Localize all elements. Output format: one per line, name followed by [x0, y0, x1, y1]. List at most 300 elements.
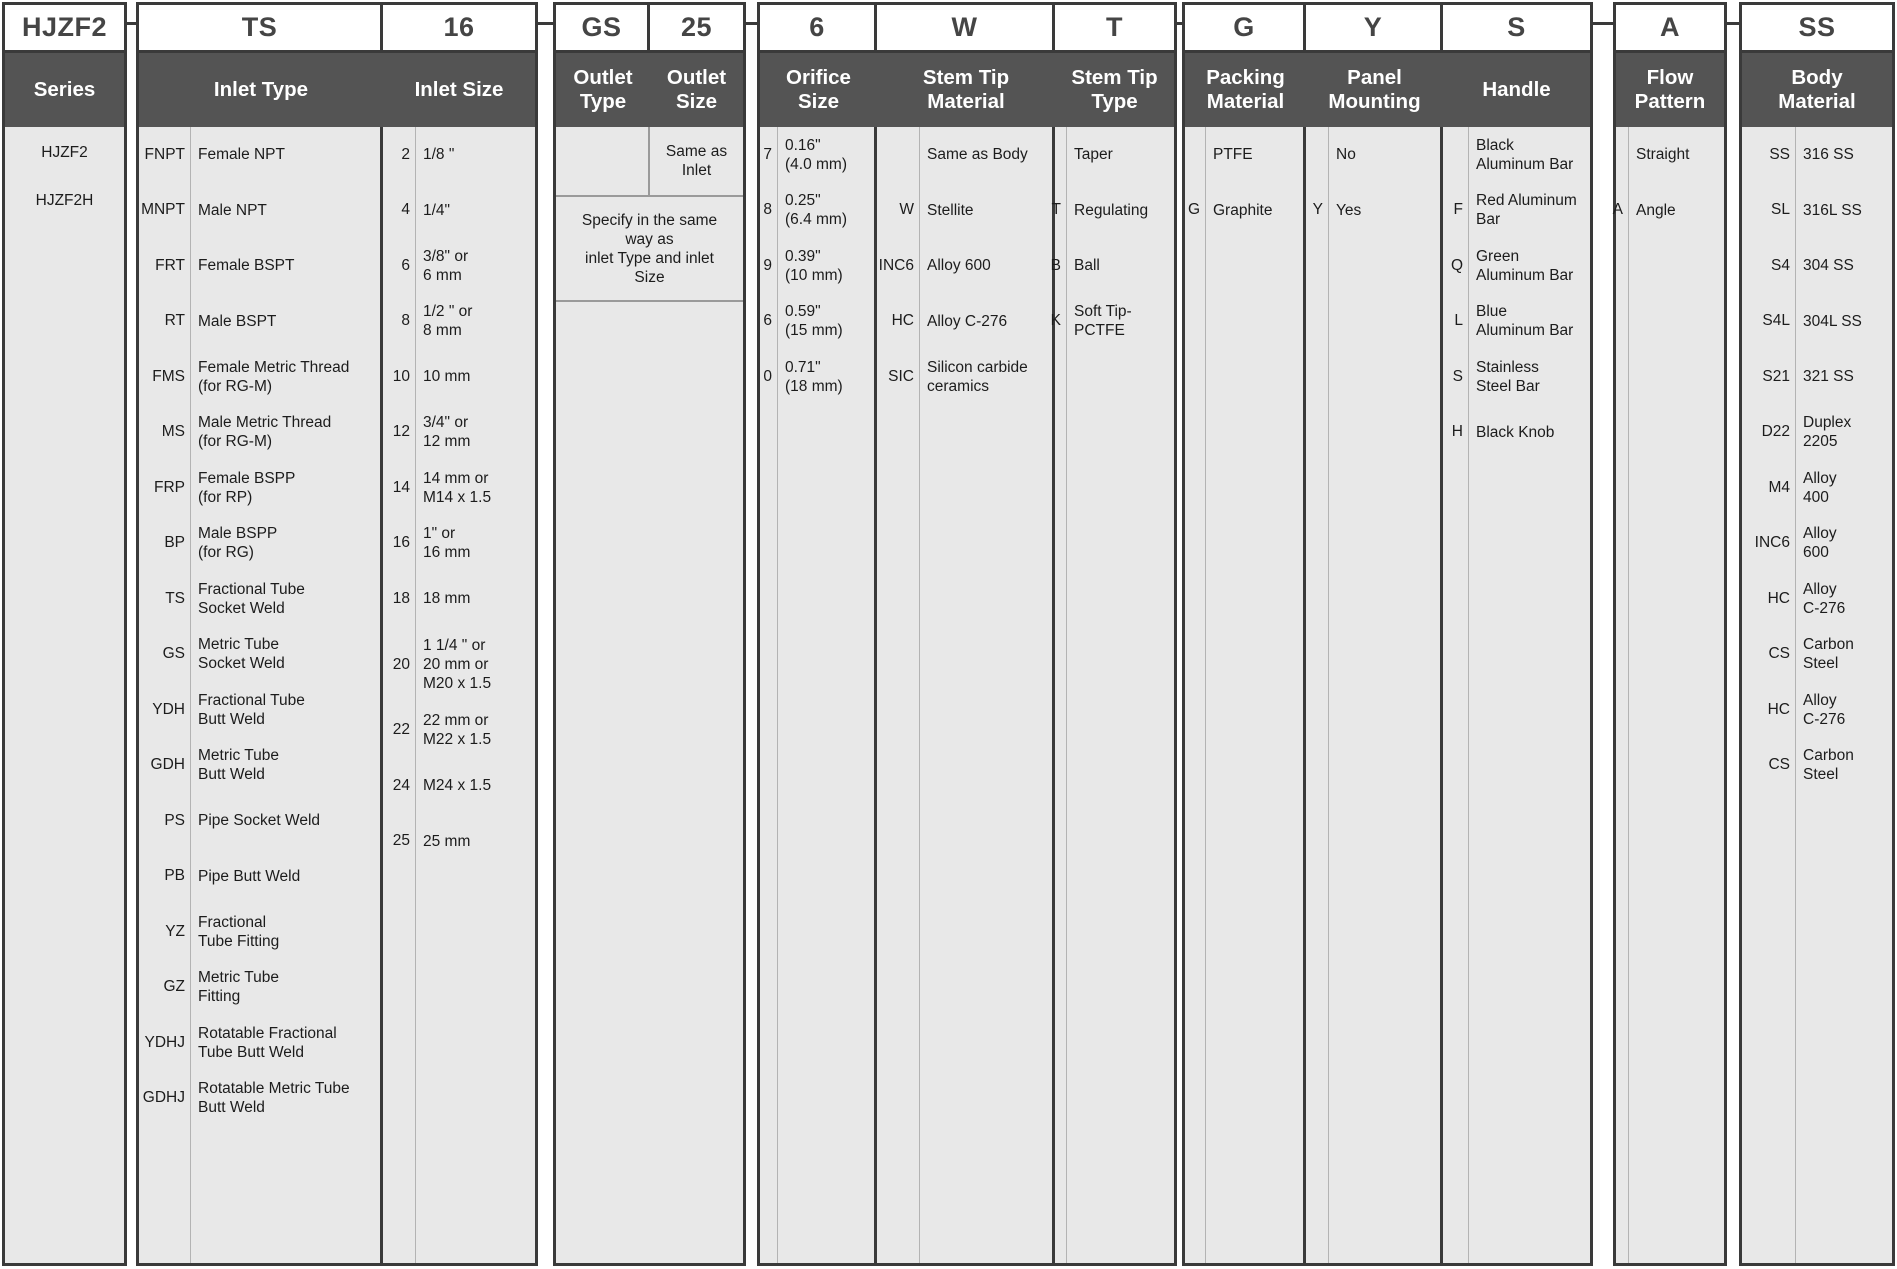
- option-row: [877, 238, 1052, 294]
- option-code: 8: [760, 183, 778, 239]
- option-code: CS: [1742, 627, 1796, 683]
- option-row: [383, 758, 535, 814]
- option-code: 18: [383, 571, 416, 627]
- options-column-flow-pattern: [1612, 127, 1724, 1263]
- column-label-packing-material: Packing Material: [1206, 66, 1285, 113]
- column-filler: [1306, 238, 1440, 1263]
- filler-code-gutter: [1443, 460, 1469, 1263]
- option-desc: Stellite: [927, 201, 974, 219]
- option-row: [760, 294, 874, 350]
- option-code: 8: [383, 294, 416, 350]
- options-column-orifice-size: [760, 127, 877, 1263]
- option-desc: Alloy 400: [1803, 469, 1837, 506]
- option-code: 22: [383, 703, 416, 759]
- option-row: [383, 349, 535, 405]
- option-row: [1742, 405, 1892, 461]
- option-desc: Male NPT: [198, 201, 267, 219]
- column-label-inlet-size: Inlet Size: [414, 78, 504, 101]
- option-code: 14: [383, 460, 416, 516]
- option-desc: Red Aluminum Bar: [1476, 192, 1577, 229]
- options-body: [1612, 127, 1724, 1263]
- option-code: 7: [760, 127, 778, 183]
- option-desc: Fractional Tube Socket Weld: [198, 580, 305, 617]
- column-filler: [760, 405, 874, 1264]
- code-box-inlet-size: 16: [383, 5, 535, 50]
- option-row: [383, 405, 535, 461]
- options-body: [1185, 127, 1590, 1263]
- option-desc: Metric Tube Socket Weld: [198, 636, 285, 673]
- options-body: [139, 127, 535, 1263]
- options-column-stem-tip-material: [877, 127, 1055, 1263]
- connector-line: [538, 22, 553, 25]
- option-desc: 0.71" (18 mm): [785, 358, 843, 395]
- option-code: GDHJ: [139, 1071, 191, 1127]
- option-code: [1443, 127, 1469, 183]
- option-row: [383, 703, 535, 759]
- option-code: H: [1443, 405, 1469, 461]
- option-code: FRT: [139, 238, 191, 294]
- column-label-handle: Handle: [1482, 78, 1551, 101]
- option-desc: Fractional Tube Butt Weld: [198, 691, 305, 728]
- filler-code-gutter: [383, 869, 416, 1263]
- option-code: S4L: [1742, 294, 1796, 350]
- option-row: [1443, 294, 1590, 350]
- code-box-flow-pattern: A: [1616, 5, 1724, 50]
- option-row: [1616, 127, 1724, 183]
- option-desc: Metric Tube Butt Weld: [198, 747, 279, 784]
- option-row: [139, 405, 380, 461]
- connector-line: [127, 22, 136, 25]
- option-row: [1306, 183, 1440, 239]
- column-label-body-material: Body Material: [1778, 66, 1856, 113]
- option-desc: Green Aluminum Bar: [1476, 247, 1574, 284]
- option-desc: 1/8 ": [423, 146, 455, 164]
- filler-code-gutter: [139, 1126, 191, 1263]
- option-code: FNPT: [139, 127, 191, 183]
- option-desc: Male BSPP (for RG): [198, 525, 278, 562]
- option-desc: Alloy 600: [927, 257, 991, 275]
- column-label-flow-pattern: Flow Pattern: [1634, 66, 1706, 113]
- option-desc: 0.16" (4.0 mm): [785, 136, 847, 173]
- filler-code-gutter: [877, 405, 920, 1264]
- option-desc: Female BSPP (for RP): [198, 469, 296, 506]
- empty-area: [556, 302, 743, 1263]
- column-label-outlet-type: Outlet Type: [573, 66, 633, 113]
- filler-code-gutter: [1055, 349, 1067, 1263]
- options-column-body-material: [1742, 127, 1892, 1263]
- options-column-inlet-size: [383, 127, 535, 1263]
- option-code: F: [1443, 183, 1469, 239]
- code-box-outlet-size: 25: [650, 5, 743, 50]
- option-desc: Carbon Steel: [1803, 747, 1854, 784]
- column-filler: [1616, 238, 1724, 1263]
- option-code: [1055, 127, 1067, 183]
- column-filler: [139, 1126, 380, 1263]
- option-row: [1443, 238, 1590, 294]
- option-code: [1306, 127, 1329, 183]
- code-header-row: [5, 5, 124, 53]
- connector-line: [1593, 22, 1613, 25]
- option-row: [139, 294, 380, 350]
- option-desc: Metric Tube Fitting: [198, 969, 279, 1006]
- option-row: [760, 349, 874, 405]
- column-filler: [877, 405, 1052, 1264]
- option-row: [383, 571, 535, 627]
- code-box-series: HJZF2: [5, 5, 124, 50]
- options-column-series: [5, 127, 124, 1263]
- option-row: [1443, 183, 1590, 239]
- option-desc: Stainless Steel Bar: [1476, 358, 1540, 395]
- options-body: [1742, 127, 1892, 1263]
- option-row: [139, 1015, 380, 1071]
- option-row: [139, 516, 380, 572]
- option-desc: No: [1336, 146, 1356, 164]
- option-row: [877, 183, 1052, 239]
- option-desc: Male Metric Thread (for RG-M): [198, 414, 332, 451]
- options-column-panel-mounting: [1306, 127, 1443, 1263]
- option-desc: 10 mm: [423, 368, 471, 386]
- option-code: TS: [139, 571, 191, 627]
- code-box-packing-material: G: [1185, 5, 1306, 50]
- options-column-packing-material: [1185, 127, 1306, 1263]
- option-code: GZ: [139, 960, 191, 1016]
- option-desc: Ball: [1074, 257, 1100, 275]
- option-row: [1742, 460, 1892, 516]
- column-filler: [5, 223, 124, 1263]
- column-label-orifice-size: Orifice Size: [786, 66, 851, 113]
- connector-line: [1175, 22, 1184, 25]
- option-row: [383, 294, 535, 350]
- option-desc: M24 x 1.5: [423, 777, 492, 795]
- option-desc: Alloy C-276: [927, 312, 1008, 330]
- group-orifice-stem: [757, 2, 1177, 1266]
- option-row: [139, 460, 380, 516]
- option-desc: 316 SS: [1803, 146, 1854, 164]
- option-row: [1050, 238, 1174, 294]
- option-desc: Alloy C-276: [1803, 580, 1846, 617]
- option-row: [1050, 294, 1174, 350]
- outlet-same-as-inlet-cell: Same as Inlet: [665, 143, 728, 179]
- option-desc: 316L SS: [1803, 201, 1862, 219]
- option-code: MNPT: [139, 183, 191, 239]
- option-code: 25: [383, 814, 416, 870]
- code-box-handle: S: [1443, 5, 1590, 50]
- option-code: D22: [1742, 405, 1796, 461]
- option-code: B: [1055, 238, 1067, 294]
- option-row: [139, 960, 380, 1016]
- option-row: [1742, 627, 1892, 683]
- option-code: YDHJ: [139, 1015, 191, 1071]
- option-code: INC6: [1742, 516, 1796, 572]
- column-filler: [1742, 793, 1892, 1263]
- option-desc: Regulating: [1074, 201, 1149, 219]
- option-code: 20: [383, 627, 416, 703]
- code-header-row: [556, 5, 743, 53]
- option-desc: Duplex 2205: [1803, 414, 1852, 451]
- option-row: [1742, 516, 1892, 572]
- option-desc: Alloy 600: [1803, 525, 1837, 562]
- option-row: [139, 627, 380, 683]
- option-row: [383, 460, 535, 516]
- option-desc: Rotatable Metric Tube Butt Weld: [198, 1080, 350, 1117]
- option-row: [383, 183, 535, 239]
- option-row: [1742, 238, 1892, 294]
- option-row: [383, 238, 535, 294]
- option-code: 24: [383, 758, 416, 814]
- option-row: [760, 127, 874, 183]
- code-header-row: [1616, 5, 1724, 53]
- option-desc: Rotatable Fractional Tube Butt Weld: [198, 1024, 337, 1061]
- option-row: [383, 627, 535, 703]
- option-desc: 1/4": [423, 201, 451, 219]
- group-packing-handle: [1182, 2, 1593, 1266]
- option-code: HC: [1742, 682, 1796, 738]
- option-row: [1742, 294, 1892, 350]
- option-code: CS: [1742, 738, 1796, 794]
- option-desc: 0.59" (15 mm): [785, 303, 843, 340]
- option-row: [1306, 127, 1440, 183]
- option-code: 2: [383, 127, 416, 183]
- option-code: L: [1443, 294, 1469, 350]
- code-box-orifice-size: 6: [760, 5, 877, 50]
- option-desc: 0.25" (6.4 mm): [785, 192, 847, 229]
- option-desc: Angle: [1636, 201, 1676, 219]
- column-label-panel-mounting: Panel Mounting: [1328, 66, 1421, 113]
- option-row: [1742, 127, 1892, 183]
- filler-code-gutter: [760, 405, 778, 1264]
- option-desc: 0.39" (10 mm): [785, 247, 843, 284]
- option-code: BP: [139, 516, 191, 572]
- option-desc: 321 SS: [1803, 368, 1854, 386]
- filler-code-gutter: [1306, 238, 1329, 1263]
- option-code: FMS: [139, 349, 191, 405]
- code-box-outlet-type: GS: [556, 5, 650, 50]
- option-desc: Blue Aluminum Bar: [1476, 303, 1574, 340]
- code-header-row: [1742, 5, 1892, 53]
- option-code: YDH: [139, 682, 191, 738]
- option-row: [139, 571, 380, 627]
- option-row: [139, 793, 380, 849]
- option-code: W: [877, 183, 920, 239]
- option-code: FRP: [139, 460, 191, 516]
- connector-line: [1727, 22, 1739, 25]
- group-body-material: [1739, 2, 1895, 1266]
- option-code: 4: [383, 183, 416, 239]
- option-code: 12: [383, 405, 416, 461]
- group-inlet: [136, 2, 538, 1266]
- option-code: [1185, 127, 1206, 183]
- option-code: 6: [760, 294, 778, 350]
- option-desc: 1 1/4 " or 20 mm or M20 x 1.5: [423, 637, 492, 692]
- option-code: HC: [877, 294, 920, 350]
- code-box-panel-mounting: Y: [1306, 5, 1443, 50]
- option-code: 6: [383, 238, 416, 294]
- option-row: [760, 238, 874, 294]
- option-row: [139, 349, 380, 405]
- option-desc: Black Knob: [1476, 423, 1555, 441]
- column-label-band: [556, 53, 743, 127]
- option-desc: 25 mm: [423, 832, 471, 850]
- code-header-row: [139, 5, 535, 53]
- option-code: PS: [139, 793, 191, 849]
- column-label-band: [1616, 53, 1724, 127]
- option-desc: Female NPT: [198, 146, 285, 164]
- option-row: [383, 127, 535, 183]
- option-desc: Alloy C-276: [1803, 691, 1846, 728]
- options-column-inlet-type: [139, 127, 383, 1263]
- option-desc: 1" or 16 mm: [423, 525, 471, 562]
- option-row: [1443, 127, 1590, 183]
- series-value: HJZF2H: [35, 192, 94, 209]
- column-filler: [383, 869, 535, 1263]
- option-desc: Pipe Socket Weld: [198, 812, 321, 830]
- option-code: MS: [139, 405, 191, 461]
- filler-code-gutter: [1185, 238, 1206, 1263]
- column-filler: [1443, 460, 1590, 1263]
- column-label-stem-tip-type: Stem Tip Type: [1071, 66, 1158, 113]
- code-box-inlet-type: TS: [139, 5, 383, 50]
- group-series: [2, 2, 127, 1266]
- option-row: [1185, 127, 1303, 183]
- option-row: [139, 849, 380, 905]
- option-desc: 1/2 " or 8 mm: [423, 303, 473, 340]
- column-label-outlet-size: Outlet Size: [666, 66, 727, 113]
- option-row: [139, 738, 380, 794]
- option-code: HC: [1742, 571, 1796, 627]
- option-code: 0: [760, 349, 778, 405]
- option-row: [760, 183, 874, 239]
- option-row: [1443, 405, 1590, 461]
- option-code: S4: [1742, 238, 1796, 294]
- column-label-band: [1742, 53, 1892, 127]
- option-row: [877, 349, 1052, 405]
- code-header-row: [1185, 5, 1590, 53]
- option-code: M4: [1742, 460, 1796, 516]
- code-box-stem-tip-material: W: [877, 5, 1055, 50]
- option-code: SL: [1742, 183, 1796, 239]
- option-desc: Taper: [1074, 146, 1113, 164]
- option-row: [383, 814, 535, 870]
- option-desc: Soft Tip- PCTFE: [1074, 303, 1132, 340]
- options-body: [5, 127, 124, 1263]
- option-code: GS: [139, 627, 191, 683]
- option-desc: 3/4" or 12 mm: [423, 414, 471, 451]
- option-row: [139, 682, 380, 738]
- group-flow: [1613, 2, 1727, 1266]
- option-code: K: [1055, 294, 1067, 350]
- option-desc: 22 mm or M22 x 1.5: [423, 712, 492, 749]
- option-code: SIC: [877, 349, 920, 405]
- option-code: Y: [1306, 183, 1329, 239]
- filler-code-gutter: [1616, 238, 1629, 1263]
- option-code: 10: [383, 349, 416, 405]
- option-code: G: [1185, 183, 1206, 239]
- option-desc: Female Metric Thread (for RG-M): [198, 358, 350, 395]
- option-row: [1742, 738, 1892, 794]
- column-label-series: Series: [33, 78, 96, 101]
- column-label-inlet-type: Inlet Type: [213, 78, 309, 101]
- option-desc: 14 mm or M14 x 1.5: [423, 469, 492, 506]
- option-row: [877, 294, 1052, 350]
- option-row: [1742, 349, 1892, 405]
- option-row: [139, 183, 380, 239]
- option-row: [139, 1071, 380, 1127]
- option-desc: 3/8" or 6 mm: [423, 247, 469, 284]
- column-filler: [1185, 238, 1303, 1263]
- option-desc: Same as Body: [927, 146, 1028, 164]
- options-body: [760, 127, 1174, 1263]
- option-desc: 18 mm: [423, 590, 471, 608]
- options-column-stem-tip-type: [1050, 127, 1174, 1263]
- option-row: [1612, 183, 1724, 239]
- connector-line: [746, 22, 757, 25]
- option-desc: Graphite: [1213, 201, 1273, 219]
- option-code: 9: [760, 238, 778, 294]
- options-column-handle: [1443, 127, 1590, 1263]
- option-desc: 304L SS: [1803, 312, 1862, 330]
- option-code: SS: [1742, 127, 1796, 183]
- option-desc: Male BSPT: [198, 312, 277, 330]
- option-code: INC6: [877, 238, 920, 294]
- option-row: [1055, 127, 1174, 183]
- option-desc: 304 SS: [1803, 257, 1854, 275]
- option-desc: Fractional Tube Fitting: [198, 913, 280, 950]
- option-desc: Straight: [1636, 146, 1690, 164]
- filler-code-gutter: [1742, 793, 1796, 1263]
- option-desc: Carbon Steel: [1803, 636, 1854, 673]
- option-code: GDH: [139, 738, 191, 794]
- option-desc: Female BSPT: [198, 257, 295, 275]
- option-code: PB: [139, 849, 191, 905]
- code-header-row: [760, 5, 1174, 53]
- group-outlet: [553, 2, 746, 1266]
- option-desc: Yes: [1336, 201, 1362, 219]
- option-code: YZ: [139, 904, 191, 960]
- column-label-band: [139, 53, 535, 127]
- option-code: RT: [139, 294, 191, 350]
- code-box-body-material: SS: [1742, 5, 1892, 50]
- option-row: [1051, 183, 1174, 239]
- column-label-band: [760, 53, 1174, 127]
- option-desc: Black Aluminum Bar: [1476, 136, 1574, 173]
- option-row: [1742, 682, 1892, 738]
- option-desc: PTFE: [1213, 146, 1253, 164]
- option-code: Q: [1443, 238, 1469, 294]
- options-body: [556, 127, 743, 1263]
- option-code: S: [1443, 349, 1469, 405]
- option-row: [1742, 571, 1892, 627]
- option-row: [139, 904, 380, 960]
- option-code: [1616, 127, 1629, 183]
- option-code: T: [1055, 183, 1067, 239]
- option-row: [139, 238, 380, 294]
- option-desc: Pipe Butt Weld: [198, 867, 301, 885]
- code-box-stem-tip-type: T: [1055, 5, 1174, 50]
- option-code: 16: [383, 516, 416, 572]
- column-label-band: [1185, 53, 1590, 127]
- column-label-stem-tip-material: Stem Tip Material: [922, 66, 1010, 113]
- outlet-first-row: [556, 127, 743, 197]
- option-code: S21: [1742, 349, 1796, 405]
- column-label-band: [5, 53, 124, 127]
- option-row: [139, 127, 380, 183]
- option-row: [383, 516, 535, 572]
- option-code: A: [1616, 183, 1629, 239]
- series-value: HJZF2: [41, 144, 88, 161]
- outlet-type-empty-cell: [556, 127, 650, 195]
- outlet-specify-cell: Specify in the same way as inlet Type and inlet Size: [556, 197, 743, 302]
- option-desc: Silicon carbide ceramics: [927, 358, 1028, 395]
